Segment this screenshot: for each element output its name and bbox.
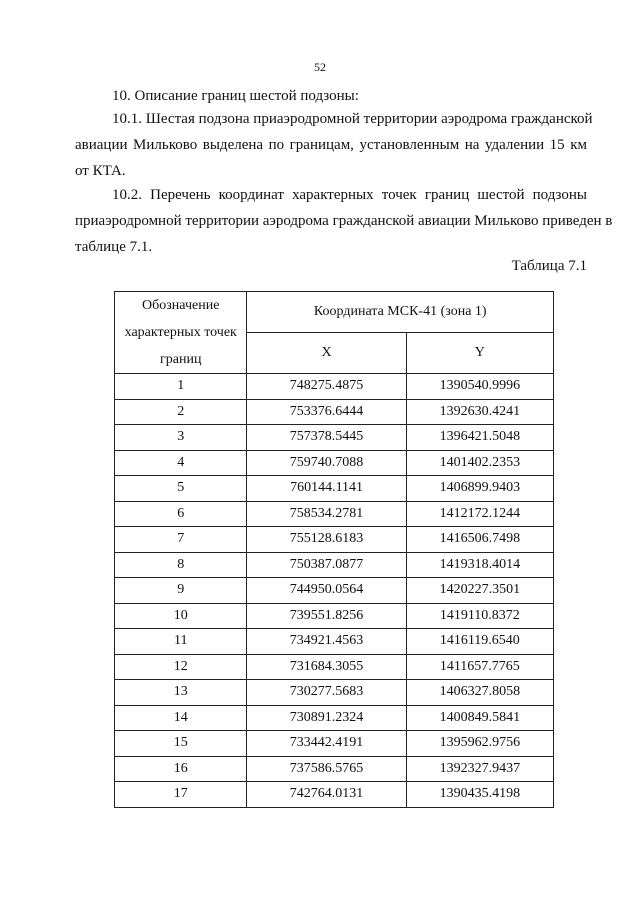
y-coordinate-cell: 1406899.9403 bbox=[406, 476, 553, 502]
table-row bbox=[115, 425, 554, 451]
point-number-cell: 9 bbox=[115, 578, 247, 604]
y-coordinate-cell: 1412172.1244 bbox=[406, 501, 553, 527]
table-row bbox=[115, 705, 554, 731]
x-coordinate-cell: 733442.4191 bbox=[247, 731, 406, 757]
paragraph-10-1 bbox=[75, 106, 593, 184]
x-coordinate-cell: 750387.0877 bbox=[247, 552, 406, 578]
section-heading: 10. Описание границ шестой подзоны: bbox=[112, 88, 359, 104]
y-coordinate-cell: 1400849.5841 bbox=[406, 705, 553, 731]
table-caption: Таблица 7.1 bbox=[511, 258, 587, 274]
point-number-cell: 14 bbox=[115, 705, 247, 731]
x-coordinate-cell: 742764.0131 bbox=[247, 782, 406, 808]
header-label-line: Обозначение bbox=[142, 298, 220, 313]
header-label-line: границ bbox=[160, 352, 202, 367]
point-number-cell: 7 bbox=[115, 527, 247, 553]
point-number-cell: 8 bbox=[115, 552, 247, 578]
y-coordinate-cell: 1390435.4198 bbox=[406, 782, 553, 808]
x-coordinate-cell: 730891.2324 bbox=[247, 705, 406, 731]
coordinates-table bbox=[114, 291, 554, 808]
x-coordinate-cell: 739551.8256 bbox=[247, 603, 406, 629]
paragraph-line: от КТА. bbox=[75, 163, 126, 179]
table-row bbox=[115, 399, 554, 425]
table-row bbox=[115, 629, 554, 655]
table-row bbox=[115, 476, 554, 502]
x-coordinate-cell: 730277.5683 bbox=[247, 680, 406, 706]
header-point-label bbox=[115, 292, 247, 374]
y-coordinate-cell: 1419318.4014 bbox=[406, 552, 553, 578]
point-number-cell: 1 bbox=[115, 374, 247, 400]
point-number-cell: 4 bbox=[115, 450, 247, 476]
table-body bbox=[115, 374, 554, 808]
y-coordinate-cell: 1411657.7765 bbox=[406, 654, 553, 680]
y-coordinate-cell: 1406327.8058 bbox=[406, 680, 553, 706]
header-y: Y bbox=[406, 333, 553, 374]
table-row bbox=[115, 680, 554, 706]
point-number-cell: 12 bbox=[115, 654, 247, 680]
header-x: X bbox=[247, 333, 406, 374]
y-coordinate-cell: 1390540.9996 bbox=[406, 374, 553, 400]
point-number-cell: 6 bbox=[115, 501, 247, 527]
paragraph-line: авиации Мильково выделена по границам, установленным на удалении 15 км bbox=[75, 137, 587, 153]
y-coordinate-cell: 1392630.4241 bbox=[406, 399, 553, 425]
point-number-cell: 10 bbox=[115, 603, 247, 629]
y-coordinate-cell: 1416119.6540 bbox=[406, 629, 553, 655]
page-number: 52 bbox=[314, 60, 326, 74]
x-coordinate-cell: 734921.4563 bbox=[247, 629, 406, 655]
table-row bbox=[115, 450, 554, 476]
point-number-cell: 15 bbox=[115, 731, 247, 757]
header-coordinate-system: Координата МСК-41 (зона 1) bbox=[247, 292, 554, 333]
table-row bbox=[115, 501, 554, 527]
point-number-cell: 13 bbox=[115, 680, 247, 706]
x-coordinate-cell: 760144.1141 bbox=[247, 476, 406, 502]
table-row bbox=[115, 578, 554, 604]
point-number-cell: 17 bbox=[115, 782, 247, 808]
y-coordinate-cell: 1392327.9437 bbox=[406, 756, 553, 782]
point-number-cell: 5 bbox=[115, 476, 247, 502]
y-coordinate-cell: 1395962.9756 bbox=[406, 731, 553, 757]
x-coordinate-cell: 755128.6183 bbox=[247, 527, 406, 553]
y-coordinate-cell: 1416506.7498 bbox=[406, 527, 553, 553]
x-coordinate-cell: 757378.5445 bbox=[247, 425, 406, 451]
x-coordinate-cell: 758534.2781 bbox=[247, 501, 406, 527]
table-row bbox=[115, 756, 554, 782]
x-coordinate-cell: 744950.0564 bbox=[247, 578, 406, 604]
table-row bbox=[115, 374, 554, 400]
table-row bbox=[115, 603, 554, 629]
point-number-cell: 16 bbox=[115, 756, 247, 782]
table-row bbox=[115, 654, 554, 680]
paragraph-line: 10.1. Шестая подзона приаэродромной территории аэродрома гражданской bbox=[112, 111, 593, 127]
y-coordinate-cell: 1401402.2353 bbox=[406, 450, 553, 476]
paragraph-line: приаэродромной территории аэродрома гражданской авиации Мильково приведен в bbox=[75, 213, 613, 229]
point-number-cell: 3 bbox=[115, 425, 247, 451]
y-coordinate-cell: 1420227.3501 bbox=[406, 578, 553, 604]
y-coordinate-cell: 1396421.5048 bbox=[406, 425, 553, 451]
table-row bbox=[115, 552, 554, 578]
x-coordinate-cell: 737586.5765 bbox=[247, 756, 406, 782]
table-row bbox=[115, 731, 554, 757]
header-label-line: характерных точек bbox=[124, 325, 237, 340]
table-row bbox=[115, 527, 554, 553]
x-coordinate-cell: 753376.6444 bbox=[247, 399, 406, 425]
x-coordinate-cell: 748275.4875 bbox=[247, 374, 406, 400]
paragraph-line: 10.2. Перечень координат характерных точек границ шестой подзоны bbox=[112, 187, 587, 203]
x-coordinate-cell: 731684.3055 bbox=[247, 654, 406, 680]
paragraph-10-2 bbox=[75, 182, 613, 260]
point-number-cell: 11 bbox=[115, 629, 247, 655]
point-number-cell: 2 bbox=[115, 399, 247, 425]
paragraph-line: таблице 7.1. bbox=[75, 239, 153, 255]
y-coordinate-cell: 1419110.8372 bbox=[406, 603, 553, 629]
x-coordinate-cell: 759740.7088 bbox=[247, 450, 406, 476]
table-row bbox=[115, 782, 554, 808]
